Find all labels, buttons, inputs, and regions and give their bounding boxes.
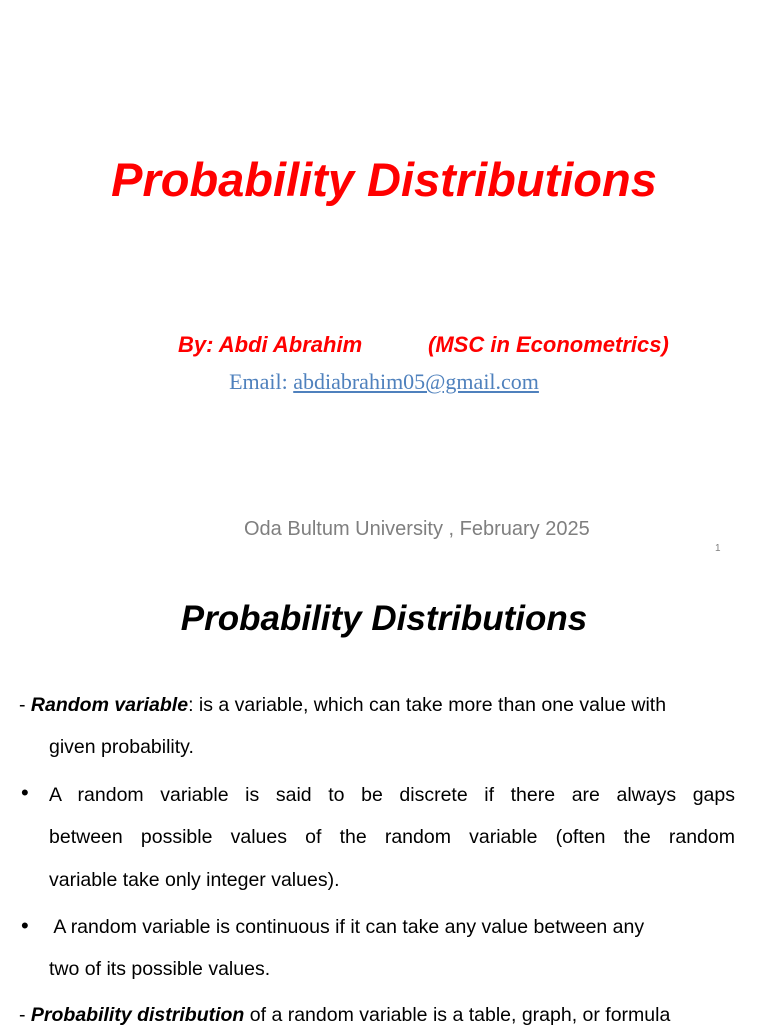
bullet-icon: • bbox=[21, 913, 29, 938]
paragraph-line: between possible values of the random variable (often the random bbox=[49, 826, 735, 848]
content-slide bbox=[0, 572, 768, 1024]
paragraph-line: variable take only integer values). bbox=[49, 869, 340, 891]
paragraph-line: two of its possible values. bbox=[49, 958, 271, 980]
email-link[interactable]: abdiabrahim05@gmail.com bbox=[293, 369, 539, 394]
email-line bbox=[0, 369, 768, 395]
paragraph-line: given probability. bbox=[49, 736, 194, 758]
slide-title: Probability Distributions bbox=[180, 599, 588, 638]
slide-title: Probability Distributions bbox=[111, 153, 657, 206]
author-degree: (MSC in Econometrics) bbox=[428, 332, 669, 357]
paragraph-line bbox=[19, 694, 666, 717]
author-name: By: Abdi Abrahim bbox=[178, 332, 363, 357]
term-random-variable: Random variable bbox=[30, 694, 189, 716]
term-probability-distribution: Probability distribution bbox=[30, 1004, 245, 1026]
affiliation-date: Oda Bultum University , February 2025 bbox=[244, 518, 590, 540]
definition-text: : is a variable, which can take more than one value with bbox=[188, 694, 667, 716]
paragraph-line: A random variable is continuous if it can take any value between any bbox=[49, 916, 645, 938]
definition-text: of a random variable is a table, graph, or formula bbox=[244, 1004, 671, 1026]
email-label: Email: bbox=[229, 369, 288, 394]
paragraph-line: A random variable is said to be discrete if there are always gaps bbox=[49, 784, 735, 806]
slide-number: 1 bbox=[715, 543, 721, 554]
bullet-icon: • bbox=[21, 780, 29, 805]
dash-marker: - bbox=[19, 1004, 31, 1026]
dash-marker: - bbox=[19, 694, 31, 716]
